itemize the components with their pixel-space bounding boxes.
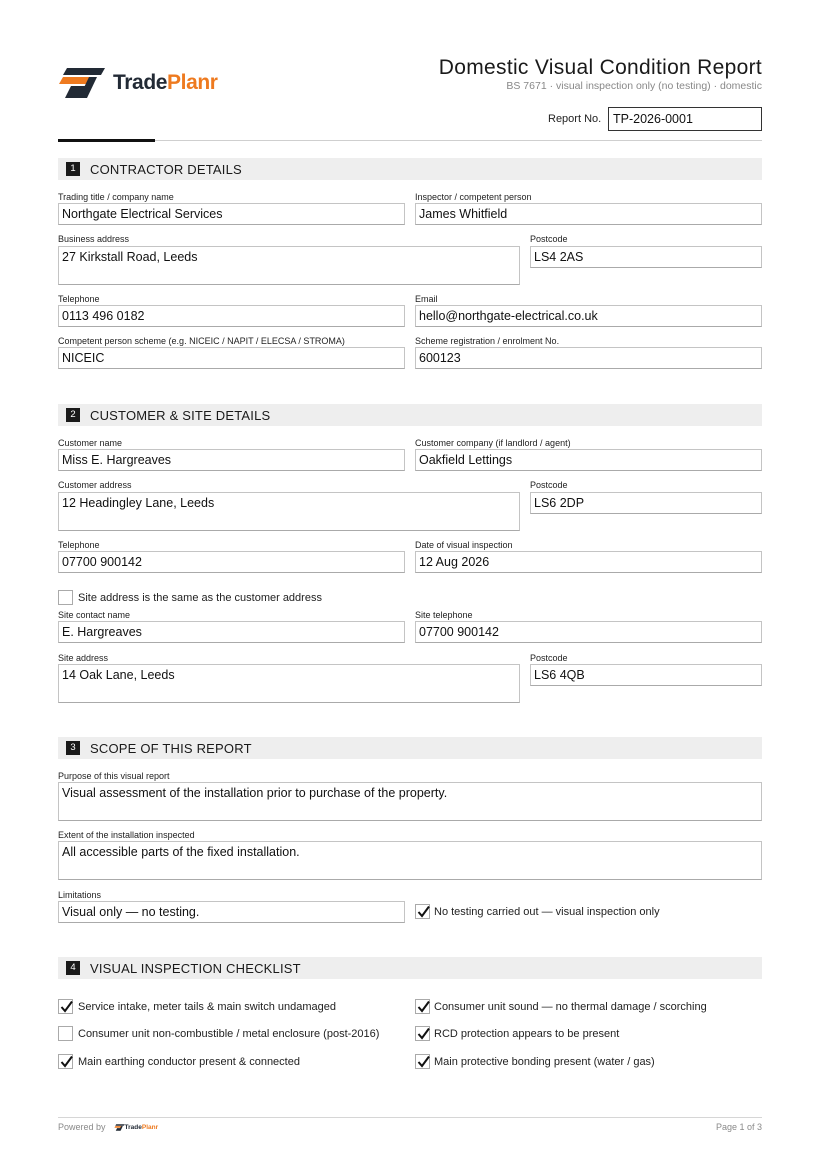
scheme-label: Competent person scheme (e.g. NICEIC / NAPIT / ELECSA / STROMA) bbox=[58, 336, 345, 346]
registration-label: Scheme registration / enrolment No. bbox=[415, 336, 560, 346]
checkmark-icon bbox=[417, 905, 430, 918]
customer-name-field[interactable]: Miss E. Hargreaves bbox=[58, 449, 405, 471]
site-telephone-label: Site telephone bbox=[415, 610, 473, 620]
powered-by-label: Powered by bbox=[58, 1122, 106, 1132]
checklist-item-label: Main protective bonding present (water / gas) bbox=[434, 1056, 655, 1068]
checklist-item-label: Consumer unit sound — no thermal damage / scorching bbox=[434, 1001, 707, 1013]
site-address-field[interactable]: 14 Oak Lane, Leeds bbox=[58, 664, 520, 703]
header-accent-bar bbox=[58, 139, 155, 142]
extent-field[interactable]: All accessible parts of the fixed installation. bbox=[58, 841, 762, 880]
same-address-label: Site address is the same as the customer address bbox=[78, 592, 322, 604]
business-address-field[interactable]: 27 Kirkstall Road, Leeds bbox=[58, 246, 520, 285]
site-address-label: Site address bbox=[58, 653, 109, 663]
inspector-label: Inspector / competent person bbox=[415, 192, 532, 202]
customer-company-label: Customer company (if landlord / agent) bbox=[415, 438, 571, 448]
checkmark-icon bbox=[417, 1027, 430, 1040]
customer-postcode-field[interactable]: LS6 2DP bbox=[530, 492, 762, 514]
section-title: VISUAL INSPECTION CHECKLIST bbox=[90, 961, 301, 976]
section-number: 3 bbox=[66, 741, 80, 755]
company-name-field[interactable]: Northgate Electrical Services bbox=[58, 203, 405, 225]
site-contact-label: Site contact name bbox=[58, 610, 131, 620]
checklist-item-label: Service intake, meter tails & main switch undamaged bbox=[78, 1001, 337, 1013]
logo-mark-icon bbox=[114, 1124, 125, 1131]
limitations-field[interactable]: Visual only — no testing. bbox=[58, 901, 405, 923]
purpose-field[interactable]: Visual assessment of the installation prior to purchase of the property. bbox=[58, 782, 762, 821]
site-postcode-label: Postcode bbox=[530, 653, 568, 663]
customer-address-field[interactable]: 12 Headingley Lane, Leeds bbox=[58, 492, 520, 531]
checklist-item-label: RCD protection appears to be present bbox=[434, 1028, 620, 1040]
site-contact-field[interactable]: E. Hargreaves bbox=[58, 621, 405, 643]
business-address-label: Business address bbox=[58, 234, 130, 244]
footer-logo: Trade Planr bbox=[114, 1124, 159, 1131]
inspection-date-label: Date of visual inspection bbox=[415, 540, 513, 550]
powered-by bbox=[58, 1122, 158, 1132]
scheme-field[interactable]: NICEIC bbox=[58, 347, 405, 369]
header-divider bbox=[58, 140, 762, 141]
no-testing-checkbox[interactable] bbox=[415, 904, 430, 919]
section-title: CONTRACTOR DETAILS bbox=[90, 162, 242, 177]
customer-telephone-label: Telephone bbox=[58, 540, 100, 550]
registration-field[interactable]: 600123 bbox=[415, 347, 762, 369]
customer-telephone-field[interactable]: 07700 900142 bbox=[58, 551, 405, 573]
purpose-label: Purpose of this visual report bbox=[58, 771, 170, 781]
site-telephone-field[interactable]: 07700 900142 bbox=[415, 621, 762, 643]
checklist-checkbox[interactable] bbox=[415, 1054, 430, 1069]
section-number: 2 bbox=[66, 408, 80, 422]
section-header-scope bbox=[58, 737, 762, 759]
customer-address-label: Customer address bbox=[58, 480, 132, 490]
inspector-field[interactable]: James Whitfield bbox=[415, 203, 762, 225]
footer-divider bbox=[58, 1117, 762, 1118]
site-postcode-field[interactable]: LS6 4QB bbox=[530, 664, 762, 686]
section-header-contractor bbox=[58, 158, 762, 180]
checklist-checkbox[interactable] bbox=[415, 1026, 430, 1041]
business-postcode-field[interactable]: LS4 2AS bbox=[530, 246, 762, 268]
page-title: Domestic Visual Condition Report bbox=[438, 56, 762, 79]
checklist-checkbox[interactable] bbox=[58, 1054, 73, 1069]
checklist-item-label: Consumer unit non-combustible / metal enclosure (post-2016) bbox=[78, 1028, 380, 1040]
brand-logo bbox=[57, 68, 218, 98]
customer-name-label: Customer name bbox=[58, 438, 123, 448]
checkmark-icon bbox=[417, 1055, 430, 1068]
contractor-email-field[interactable]: hello@northgate-electrical.co.uk bbox=[415, 305, 762, 327]
brand-name: TradePlanr bbox=[113, 71, 218, 94]
checklist-checkbox[interactable] bbox=[58, 1026, 73, 1041]
contractor-email-label: Email bbox=[415, 294, 438, 304]
checkmark-icon bbox=[60, 1055, 73, 1068]
section-title: SCOPE OF THIS REPORT bbox=[90, 741, 252, 756]
logo-mark-icon bbox=[57, 68, 107, 98]
report-no-label: Report No. bbox=[548, 113, 602, 125]
page-subtitle: BS 7671 · visual inspection only (no testing) · domestic bbox=[506, 80, 762, 92]
section-header-checklist bbox=[58, 957, 762, 979]
report-no-field[interactable]: TP-2026-0001 bbox=[608, 107, 762, 131]
company-name-label: Trading title / company name bbox=[58, 192, 174, 202]
contractor-telephone-label: Telephone bbox=[58, 294, 100, 304]
customer-postcode-label: Postcode bbox=[530, 480, 568, 490]
checkmark-icon bbox=[60, 1000, 73, 1013]
extent-label: Extent of the installation inspected bbox=[58, 830, 195, 840]
no-testing-label: No testing carried out — visual inspection only bbox=[434, 906, 660, 918]
checklist-checkbox[interactable] bbox=[58, 999, 73, 1014]
page-number: Page 1 of 3 bbox=[715, 1122, 762, 1132]
contractor-telephone-field[interactable]: 0113 496 0182 bbox=[58, 305, 405, 327]
limitations-label: Limitations bbox=[58, 890, 102, 900]
checkmark-icon bbox=[417, 1000, 430, 1013]
checklist-item-label: Main earthing conductor present & connected bbox=[78, 1056, 300, 1068]
section-number: 1 bbox=[66, 162, 80, 176]
section-header-customer bbox=[58, 404, 762, 426]
inspection-date-field[interactable]: 12 Aug 2026 bbox=[415, 551, 762, 573]
checklist-checkbox[interactable] bbox=[415, 999, 430, 1014]
business-postcode-label: Postcode bbox=[530, 234, 568, 244]
section-title: CUSTOMER & SITE DETAILS bbox=[90, 408, 271, 423]
same-address-checkbox[interactable] bbox=[58, 590, 73, 605]
customer-company-field[interactable]: Oakfield Lettings bbox=[415, 449, 762, 471]
section-number: 4 bbox=[66, 961, 80, 975]
